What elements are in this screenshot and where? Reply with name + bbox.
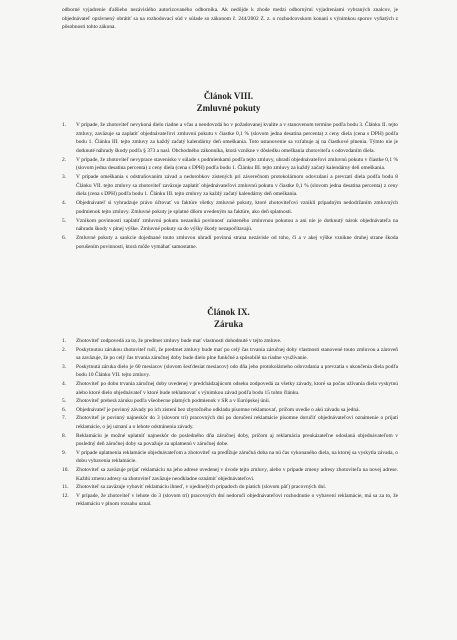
list-item: 3. Poskytnutá záruka dielo je 60 mesiacov (slovom šesťdesiat mesiacov) odo dňa jeho protokolárneho odovzdania a prevzatia s ukončenia diela podľa bodu 10 Článku VII. tejto zmluvy.: [62, 363, 398, 379]
article-9-number: Článok IX.: [207, 307, 250, 317]
list-item: 6. Objednávateľ je povinný závady po ich zistení bez zbytočného odkladu písomne reklamovať, pričom uvedie o akú závadu sa jedná.: [62, 406, 360, 413]
list-item: 2. V prípade, že zhotoviteľ nevyprace stavenisko v súlade s podmienkami podľa tejto zmluvy, uhradí objednávateľovi zmluvnú pokutu v čiastke 0,1 % (slovom jedna desatina percenta) z ceny diela (cena s DPH) podľa bodu 1. Článku III. tejto zmluvy za každý začatý kalendárny deň omeškania.: [62, 156, 398, 172]
list-item: 4. Zhotoviteľ po dobu trvania záručnej doby uvedenej v predchádzajúcom odseku zodpovedá za všetky závady, ktoré sa počas užívania diela vyskytnú alebo ktoré dielo objednávateľ v ktoré bude reklamovať s výnimkou závad podľa bodu 15 tohto článku.: [62, 380, 398, 396]
article-8-list: [62, 121, 398, 252]
list-item: 7. Zhotoviteľ je povinný najneskôr do 3 (slovom tri) pracovných dní po doručení reklamácie písomne doručiť objednávateľovi oznámenie o prijatí reklamácie, o jej uznaní a o lehote odstránenia závady.: [62, 415, 398, 430]
list-item: 2. Poskytnutou zárukou zhotoviteľ ručí, že predmet zmluvy bude mať po celý čas trvania záručnej doby vlastnosti stanovené touto zmluvou a zároveň sa zaväzuje, že po celý čas trvania záručnej doby bude dielo plne funkčné a spôsobilé na riadne využívanie.: [62, 346, 398, 362]
list-item: 5. Vznikom povinnosti zaplatiť zmluvnú pokutu nezaniká povinnosť zaisteného zmluvnou pokutou a ani nie je dotknutý nárok objednávateľa na náhradu škody v plnej výške. Zmluvné pokuty sa do výšky škody nezapočítavajú.: [62, 217, 398, 233]
list-item: 9. V prípade uplatnenia reklamácie objednávateľom a zhotoviteľ sa predĺžuje záručná doba na nú čas vykonaného diela, na ktorej sa vyskytla závada, o dobu vybavenia reklamácie.: [62, 449, 398, 465]
list-item: 5. Zhotoviteľ preberá záruku podľa všeobecne platných podmienok v SR a v Európskej únii.: [62, 398, 271, 405]
list-item: 10. Zhotoviteľ sa zaväzuje prijať reklamáciu na jeho adrese uvedenej v úvode tejto zmluvy, alebo v prípade zmeny adresy zhotoviteľa na novej adrese. Každú zmenu adresy sa zhotoviteľ zaväzuje neodkladne oznámiť objednávateľovi.: [62, 466, 398, 482]
list-item: 1. V prípade, že zhotoviteľ nevykoná dielo riadne a včas a neodovzdá ho v požadovanej kvalite a v stanovenom termíne podľa bodu 3. Článku II. tejto zmluvy, zaväzuje sa zaplatiť objednávateľovi zmluvnú pokutu v čiastke 0,1 % (slovom jedna desatina percenta) z ceny diela (cena s DPH) podľa bodu 1. Článku III. tejto zmluvy za každý začatý kalendárny deň omeškania. Toto ustanovenie sa vzťahuje aj na čiastkové plnenia. Týmto nie je dotknuté náhrady škody podľa § 373 a nasl. Obchodného zákonníka, ktorá vznikne v dôsledku omeškania zhotoviteľa s odovzdaním diela.: [62, 122, 398, 154]
list-item: 4. Objednávateľ si vyhradzuje právo účtovať vo faktúre všetky zmluvné pokuty, ktoré zhotoviteľovi vznikli prípadným nedodržaním zmluvných podmienok tejto zmluvy. Zmluvné pokuty je splatné dňom uvedeným na faktúre, ako deň splatnosti.: [62, 200, 398, 215]
intro-paragraph: odborné vyjadrenie ďalšieho nezávislého autorizovaného odborníka. Ak nedôjde k zhode medzi odbornými vyjadreniami vybraných znalcov, je objednávateľ oprávnený obrátiť sa na rozhodovací súd v súlade so zákonom č. 244/2002 Z. z. o rozhodcovskom konaní s výnimkou sporov vyňatých z pôsobnosti tohto zákona.: [62, 7, 398, 31]
article-9-list: [62, 337, 398, 509]
list-item: 11. Zhotoviteľ sa zaväzuje vybaviť reklamáciu ihneď, v ojedinelých prípadoch do piatich (slovom päť) pracovných dní.: [62, 484, 327, 491]
article-8-number: Článok VIII.: [203, 91, 254, 101]
list-item: 12. V prípade, že zhotoviteľ v lehote do 3 (slovom tri) pracovných dní nedoručí objednávateľovi rozhodnutie o vybavení reklamácie, má sa za to, že reklamáciu v plnom rozsahu uznal.: [62, 492, 398, 508]
article-9-title: Záruka: [213, 319, 243, 329]
list-item: 8. Reklamáciu je možné uplatniť najneskôr do posledného dňa záručnej doby, pričom aj reklamácia preukázateľne odoslaná objednávateľom v posledný deň záručnej doby sa považuje za uplatnenú v záručnej dobe.: [62, 432, 398, 448]
list-item: 1. Zhotoviteľ zodpovedá za to, že predmet zmluvy bude mať vlastnosti dohodnuté v tejto zmluve.: [62, 338, 282, 344]
list-item: 3. V prípade omeškania s odstraňovaním závad a nedorobkov zistených pri záverečnom protokolárnom odovzdaní a prevzatí diela podľa bodu 8 Článku VII. tejto zmluvy sa zhotoviteľ zaväzuje zaplatiť objednávateľovi zmluvnú pokutu v čiastke 0,1 % (slovom jedna desatina percenta) z ceny diela (cena s DPH) podľa bodu 1. Článku III. tejto zmluvy za každý začatý kalendárny deň omeškania.: [62, 174, 398, 198]
article-8-title: Zmluvné pokuty: [196, 103, 261, 113]
list-item: 6. Zmluvné pokuty a sankcie dojednané touto zmluvou uhradí povinná strana nezávisle od toho, či a v akej výške vznikne druhej strane škoda porušením povinnosti, ktorá môže vymáhať samostatne.: [62, 235, 398, 250]
